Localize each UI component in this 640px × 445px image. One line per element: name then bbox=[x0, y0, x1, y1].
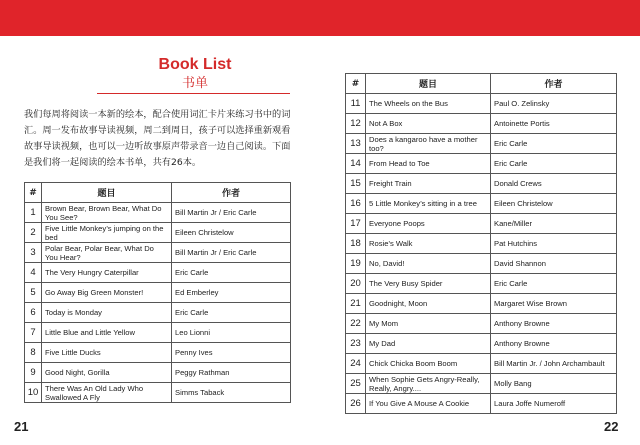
page-title: Book List bbox=[158, 56, 232, 73]
book-author: Eric Carle bbox=[491, 134, 617, 154]
book-author: Paul O. Zelinsky bbox=[491, 94, 617, 114]
book-number: 16 bbox=[346, 194, 366, 214]
book-author: Laura Joffe Numeroff bbox=[491, 394, 617, 414]
book-title: Polar Bear, Polar Bear, What Do You Hear? bbox=[42, 243, 172, 263]
book-number: 9 bbox=[25, 363, 42, 383]
book-title: Goodnight, Moon bbox=[366, 294, 491, 314]
book-number: 2 bbox=[25, 223, 42, 243]
book-number: 24 bbox=[346, 354, 366, 374]
book-number: 25 bbox=[346, 374, 366, 394]
book-title: There Was An Old Lady Who Swallowed A Fly bbox=[42, 383, 172, 403]
book-number: 10 bbox=[25, 383, 42, 403]
table-row bbox=[25, 263, 291, 283]
book-author: Eric Carle bbox=[491, 274, 617, 294]
book-title: My Mom bbox=[366, 314, 491, 334]
book-number: 8 bbox=[25, 343, 42, 363]
book-number: 23 bbox=[346, 334, 366, 354]
book-title: Chick Chicka Boom Boom bbox=[366, 354, 491, 374]
book-title: Little Blue and Little Yellow bbox=[42, 323, 172, 343]
table-row bbox=[25, 303, 291, 323]
table-row bbox=[346, 114, 617, 134]
book-author: Bill Martin Jr. / John Archambault bbox=[491, 354, 617, 374]
book-number: 5 bbox=[25, 283, 42, 303]
column-header-title: 题目 bbox=[366, 74, 491, 94]
book-table-right bbox=[345, 73, 617, 414]
table-row bbox=[346, 154, 617, 174]
book-author: Leo Lionni bbox=[172, 323, 291, 343]
table-row bbox=[25, 223, 291, 243]
book-author: Molly Bang bbox=[491, 374, 617, 394]
table-row bbox=[346, 374, 617, 394]
book-author: Eric Carle bbox=[491, 154, 617, 174]
book-title: 5 Little Monkey’s sitting in a tree bbox=[366, 194, 491, 214]
book-number: 13 bbox=[346, 134, 366, 154]
column-header-title: 题目 bbox=[42, 183, 172, 203]
column-header-author: 作者 bbox=[172, 183, 291, 203]
book-title: Go Away Big Green Monster! bbox=[42, 283, 172, 303]
book-number: 17 bbox=[346, 214, 366, 234]
book-number: 21 bbox=[346, 294, 366, 314]
book-author: Eric Carle bbox=[172, 303, 291, 323]
book-number: 18 bbox=[346, 234, 366, 254]
book-title: The Wheels on the Bus bbox=[366, 94, 491, 114]
book-title: Everyone Poops bbox=[366, 214, 491, 234]
table-row bbox=[25, 323, 291, 343]
book-author: Simms Taback bbox=[172, 383, 291, 403]
book-title: My Dad bbox=[366, 334, 491, 354]
table-row bbox=[346, 254, 617, 274]
book-title: Five Little Monkey’s jumping on the bed bbox=[42, 223, 172, 243]
book-number: 12 bbox=[346, 114, 366, 134]
book-title: Freight Train bbox=[366, 174, 491, 194]
book-table-left bbox=[24, 182, 291, 403]
book-author: Anthony Browne bbox=[491, 334, 617, 354]
book-title: Rosie’s Walk bbox=[366, 234, 491, 254]
table-row bbox=[346, 174, 617, 194]
book-author: Bill Martin Jr / Eric Carle bbox=[172, 243, 291, 263]
page-subtitle-chinese: 书单 bbox=[181, 75, 208, 90]
book-number: 15 bbox=[346, 174, 366, 194]
book-title: From Head to Toe bbox=[366, 154, 491, 174]
table-row bbox=[346, 334, 617, 354]
book-title: The Very Busy Spider bbox=[366, 274, 491, 294]
table-row bbox=[346, 274, 617, 294]
column-header-number: # bbox=[25, 183, 42, 203]
title-divider bbox=[97, 93, 290, 94]
book-number: 14 bbox=[346, 154, 366, 174]
table-row bbox=[25, 363, 291, 383]
book-title: Does a kangaroo have a mother too? bbox=[366, 134, 491, 154]
table-row bbox=[346, 354, 617, 374]
book-author: Peggy Rathman bbox=[172, 363, 291, 383]
book-author: Pat Hutchins bbox=[491, 234, 617, 254]
book-number: 11 bbox=[346, 94, 366, 114]
book-author: Ed Emberley bbox=[172, 283, 291, 303]
table-row bbox=[346, 134, 617, 154]
table-row bbox=[346, 234, 617, 254]
book-number: 6 bbox=[25, 303, 42, 323]
book-title: When Sophie Gets Angry-Really, Really, Angry.... bbox=[366, 374, 491, 394]
table-row bbox=[25, 343, 291, 363]
table-header-row bbox=[25, 183, 291, 203]
table-row bbox=[346, 294, 617, 314]
table-row bbox=[25, 383, 291, 403]
book-author: Eileen Christelow bbox=[172, 223, 291, 243]
book-title: Brown Bear, Brown Bear, What Do You See? bbox=[42, 203, 172, 223]
book-author: Antoinette Portis bbox=[491, 114, 617, 134]
book-number: 26 bbox=[346, 394, 366, 414]
page-number-left: 21 bbox=[14, 419, 29, 434]
book-title: No, David! bbox=[366, 254, 491, 274]
book-author: Bill Martin Jr / Eric Carle bbox=[172, 203, 291, 223]
book-author: Penny Ives bbox=[172, 343, 291, 363]
table-row bbox=[25, 203, 291, 223]
table-row bbox=[25, 243, 291, 263]
book-author: Kane/Miller bbox=[491, 214, 617, 234]
book-number: 22 bbox=[346, 314, 366, 334]
book-author: Margaret Wise Brown bbox=[491, 294, 617, 314]
book-list-title-block bbox=[95, 56, 295, 91]
book-author: Eileen Christelow bbox=[491, 194, 617, 214]
book-number: 7 bbox=[25, 323, 42, 343]
book-number: 4 bbox=[25, 263, 42, 283]
book-author: Donald Crews bbox=[491, 174, 617, 194]
book-title: The Very Hungry Caterpillar bbox=[42, 263, 172, 283]
table-row bbox=[346, 94, 617, 114]
table-header-row bbox=[346, 74, 617, 94]
book-number: 20 bbox=[346, 274, 366, 294]
book-author: David Shannon bbox=[491, 254, 617, 274]
book-number: 3 bbox=[25, 243, 42, 263]
top-red-banner bbox=[0, 0, 640, 36]
column-header-author: 作者 bbox=[491, 74, 617, 94]
book-author: Anthony Browne bbox=[491, 314, 617, 334]
book-author: Eric Carle bbox=[172, 263, 291, 283]
page-number-right: 22 bbox=[604, 419, 619, 434]
column-header-number: # bbox=[346, 74, 366, 94]
book-title: Not A Box bbox=[366, 114, 491, 134]
book-title: Good Night, Gorilla bbox=[42, 363, 172, 383]
book-number: 19 bbox=[346, 254, 366, 274]
book-title: Five Little Ducks bbox=[42, 343, 172, 363]
table-row bbox=[346, 314, 617, 334]
table-row bbox=[346, 214, 617, 234]
table-row bbox=[346, 394, 617, 414]
table-row bbox=[346, 194, 617, 214]
book-title: Today is Monday bbox=[42, 303, 172, 323]
table-row bbox=[25, 283, 291, 303]
book-number: 1 bbox=[25, 203, 42, 223]
book-title: If You Give A Mouse A Cookie bbox=[366, 394, 491, 414]
intro-paragraph: 我们每周将阅读一本新的绘本，配合使用词汇卡片来练习书中的词汇。周一发布故事导读视频，周二到周日，孩子可以选择重新观看故事导读视频，也可以一边听故事原声带录音一边自己阅读。下面是我们将一起阅读的绘本书单，共有26本。 bbox=[24, 109, 291, 168]
